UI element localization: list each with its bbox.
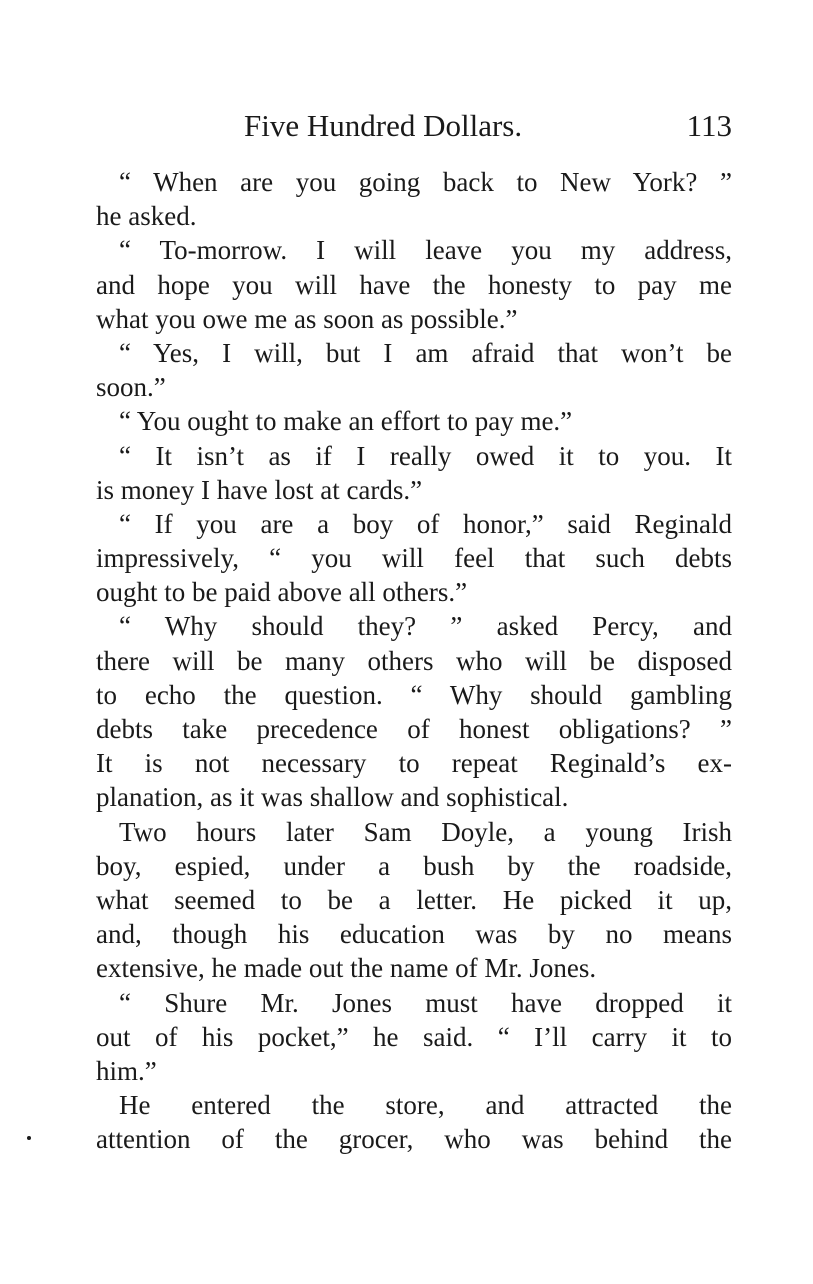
text-line: what you owe me as soon as possible.”: [96, 303, 518, 334]
text-line: “ Why should they? ” asked Percy, and: [119, 611, 732, 642]
body-text: [96, 165, 732, 1156]
text-line: It is not necessary to repeat Reginald’s ex-: [96, 748, 732, 779]
text-line: extensive, he made out the name of Mr. Jones.: [96, 953, 597, 984]
text-line: out of his pocket,” he said. “ I’ll carry it to: [96, 1021, 732, 1052]
text-line: and hope you will have the honesty to pay me: [96, 269, 732, 300]
page-number: 113: [686, 108, 732, 143]
text-line: He entered the store, and attracted the: [119, 1090, 732, 1121]
text-line: “ To-morrow. I will leave you my address,: [119, 235, 732, 266]
text-line: there will be many others who will be disposed: [96, 645, 732, 676]
text-line: impressively, “ you will feel that such debts: [96, 543, 732, 574]
text-line: “ If you are a boy of honor,” said Reginald: [119, 508, 732, 539]
text-line: to echo the question. “ Why should gambling: [96, 679, 732, 710]
page-header: [96, 108, 736, 148]
text-line: Two hours later Sam Doyle, a young Irish: [119, 816, 732, 847]
text-line: boy, espied, under a bush by the roadside,: [96, 850, 732, 881]
text-line: and, though his education was by no means: [96, 919, 732, 950]
text-line: what seemed to be a letter. He picked it up,: [96, 884, 732, 915]
text-line: attention of the grocer, who was behind the: [96, 1124, 732, 1155]
text-line: “ Yes, I will, but I am afraid that won’t be: [119, 337, 732, 368]
text-line: “ You ought to make an effort to pay me.”: [119, 406, 573, 437]
text-line: “ When are you going back to New York? ”: [119, 167, 732, 197]
margin-mark: [27, 1136, 31, 1140]
text-line: is money I have lost at cards.”: [96, 474, 423, 505]
text-line: ought to be paid above all others.”: [96, 577, 468, 608]
text-line: soon.”: [96, 372, 166, 403]
text-line: debts take precedence of honest obligations? ”: [96, 714, 732, 744]
text-line: him.”: [96, 1055, 157, 1086]
text-line: “ It isn’t as if I really owed it to you. It: [119, 440, 732, 471]
text-line: “ Shure Mr. Jones must have dropped it: [119, 987, 732, 1018]
text-line: he asked.: [96, 201, 197, 232]
running-title: Five Hundred Dollars.: [244, 108, 523, 143]
text-line: planation, as it was shallow and sophistical.: [96, 782, 569, 813]
